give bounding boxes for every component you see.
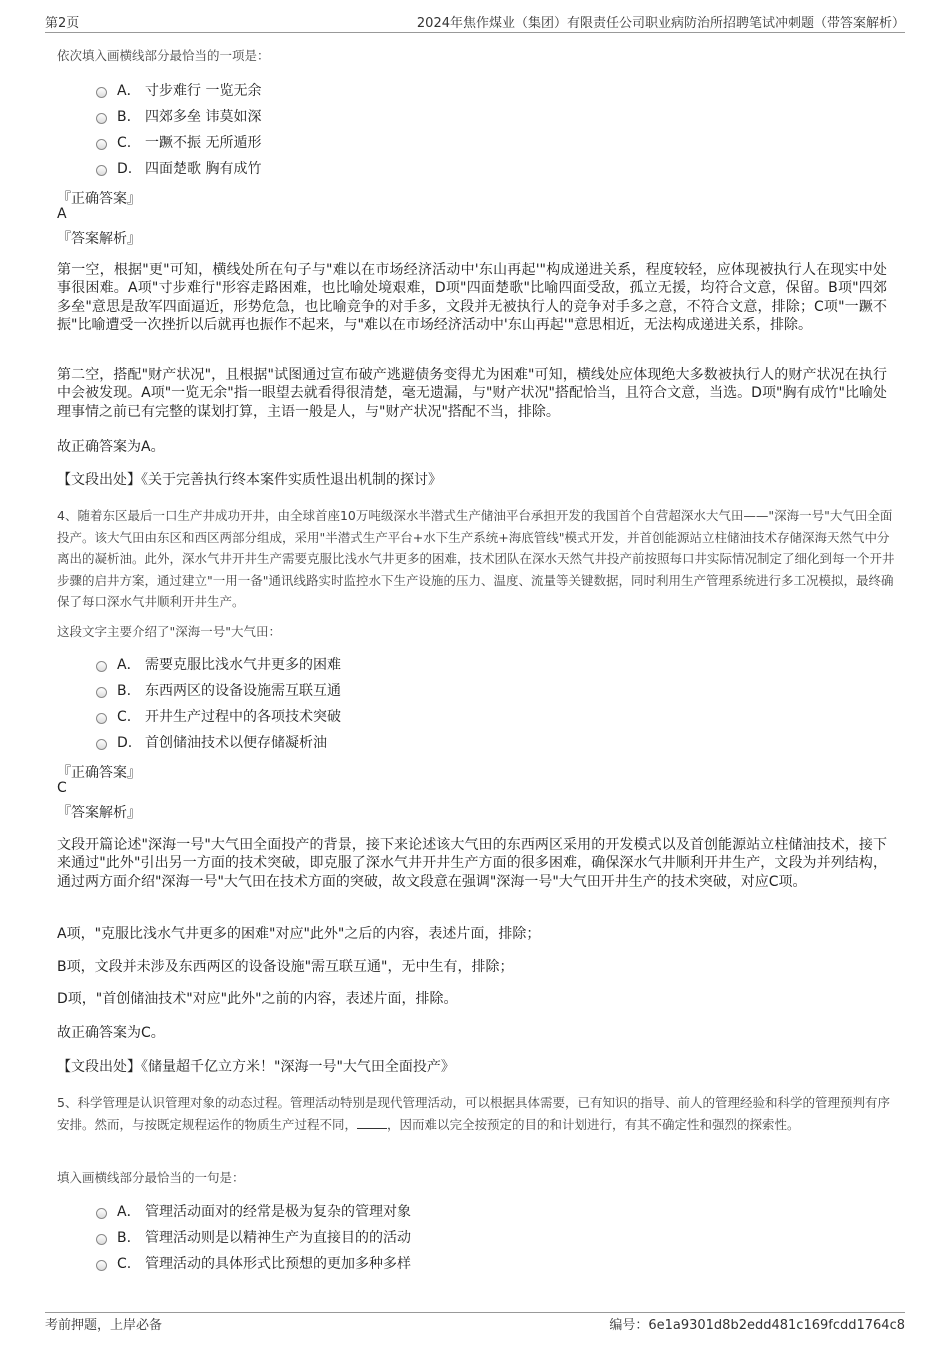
option-a[interactable]: [96, 655, 341, 675]
option-letter: C.: [117, 135, 132, 151]
answer-value: A: [57, 206, 67, 222]
q5-text-after: ，因而难以完全按预定的目的和计划进行，有其不确定性和强烈的探索性。: [387, 1116, 800, 1132]
option-letter: D.: [117, 161, 133, 177]
document-code: [609, 1314, 905, 1333]
q5-prompt: 填入画横线部分最恰当的一句是：: [57, 1170, 245, 1185]
option-c[interactable]: [96, 707, 341, 727]
q5-text-before: 5、科学管理是认识管理对象的动态过程。管理活动特别是现代管理活动，可以根据具体需要，已有知识的指导、前人的管理经验和科学的管理预判有序安排。然而，与按既定规程运作的物质生产过程不同，: [57, 1095, 890, 1132]
option-letter: A．: [117, 83, 141, 99]
answer-value: C: [57, 780, 67, 796]
option-text: 首创储油技术以便存储凝析油: [145, 735, 327, 751]
option-text: 管理活动的具体形式比预想的更加多种多样: [145, 1256, 411, 1272]
analysis-paragraph: A项，"克服比浅水气井更多的困难"对应"此外"之后的内容，表述片面，排除；: [57, 926, 541, 942]
option-text: 开井生产过程中的各项技术突破: [145, 709, 341, 725]
q4-prompt: 这段文字主要介绍了"深海一号"大气田：: [57, 624, 281, 639]
option-text: 管理活动则是以精神生产为直接目的的活动: [145, 1230, 411, 1246]
source-citation: 【文段出处】《储量超千亿立方米！"深海一号"大气田全面投产》: [57, 1059, 455, 1075]
radio-icon[interactable]: [96, 113, 107, 124]
radio-icon[interactable]: [96, 687, 107, 698]
page-number: 第2页: [45, 16, 80, 31]
option-c[interactable]: [96, 1254, 411, 1274]
option-text: 需要克服比浅水气井更多的困难: [145, 657, 341, 673]
analysis-label: 『答案解析』: [57, 805, 141, 821]
option-text: 寸步难行 一览无余: [145, 83, 262, 99]
analysis-label: 『答案解析』: [57, 231, 141, 247]
option-letter: A．: [117, 657, 141, 673]
q3-prompt: 依次填入画横线部分最恰当的一项是：: [57, 48, 270, 63]
radio-icon[interactable]: [96, 1234, 107, 1245]
blank-line: [357, 1128, 387, 1129]
source-citation: 【文段出处】《关于完善执行终本案件实质性退出机制的探讨》: [57, 472, 442, 488]
option-letter: B.: [117, 683, 132, 699]
answer-label: 『正确答案』: [57, 765, 141, 781]
q5-text: [57, 1092, 897, 1135]
option-letter: C.: [117, 709, 132, 725]
analysis-paragraph: 第一空，根据"更"可知，横线处所在句子与"难以在市场经济活动中'东山再起'"构成递进关系，程度较轻，应体现被执行人在现实中处事很困难。A项"寸步难行"形容走路困难，也比喻处境艰难，D项"四面楚歌"比喻四面受敌，孤立无援，均符合文意，保留。B项"四郊多垒"意思是敌军四面逼近，形势危急，也比喻竞争的对手多，文段并无被执行人的竞争对手多之意，不符合文意，排除；C项"一蹶不振"比喻遭受一次挫折以后就再也振作不起来，与"难以在市场经济活动中'东山再起'"意思相近，无法构成递进关系，排除。: [57, 262, 887, 333]
analysis-conclusion: 故正确答案为A。: [57, 439, 165, 455]
analysis-paragraph: 文段开篇论述"深海一号"大气田全面投产的背景，接下来论述该大气田的东西两区采用的开发模式以及首创能源站立柱储油技术，接下来通过"此外"引出另一方面的技术突破，即克服了深水气井开井生产方面的很多困难，确保深水气井顺利开井生产，文段为并列结构，通过两方面介绍"深海一号"大气田在技术方面的突破，故文段意在强调"深海一号"大气田开井生产的技术突破，对应C项。: [57, 837, 887, 890]
analysis-conclusion: 故正确答案为C。: [57, 1025, 165, 1041]
document-title: 2024年焦作煤业（集团）有限责任公司职业病防治所招聘笔试冲刺题（带答案解析）: [416, 16, 905, 31]
analysis-paragraph: B项，文段并未涉及东西两区的设备设施"需互联互通"，无中生有，排除；: [57, 959, 514, 975]
radio-icon[interactable]: [96, 139, 107, 150]
option-d[interactable]: [96, 733, 327, 753]
radio-icon[interactable]: [96, 87, 107, 98]
option-b[interactable]: [96, 107, 261, 127]
option-b[interactable]: [96, 1228, 411, 1248]
option-text: 四面楚歌 胸有成竹: [145, 161, 262, 177]
radio-icon[interactable]: [96, 1208, 107, 1219]
radio-icon[interactable]: [96, 661, 107, 672]
analysis-paragraph: D项，"首创储油技术"对应"此外"之前的内容，表述片面，排除。: [57, 991, 458, 1007]
option-text: 东西两区的设备设施需互联互通: [145, 683, 341, 699]
option-letter: B.: [117, 1230, 132, 1246]
option-text: 四郊多垒 讳莫如深: [145, 109, 262, 125]
option-c[interactable]: [96, 133, 261, 153]
radio-icon[interactable]: [96, 739, 107, 750]
q4-text: 4、随着东区最后一口生产井成功开井，由全球首座10万吨级深水半潜式生产储油平台承担开发的我国首个自营超深水大气田——"深海一号"大气田全面投产。该大气田由东区和西区两部分组成，采用"半潜式生产平台+水下生产系统+海底管线"模式开发，并首创能源站立柱储油技术存储深海天然气中分离出的凝析油。此外，深水气井开井生产需要克服比浅水气井更多的困难，技术团队在深水天然气井投产前按照每口井实际情况制定了细化到每一个开井步骤的启井方案，通过建立"一用一备"通讯线路实时监控水下生产设施的压力、温度、流量等关键数据，同时利用生产管理系统进行多工况模拟，最终确保了每口深水气井顺利开井生产。: [57, 508, 895, 610]
option-a[interactable]: [96, 81, 261, 101]
header-divider: [45, 32, 905, 33]
option-d[interactable]: [96, 159, 261, 179]
option-a[interactable]: [96, 1202, 411, 1222]
code-label: 编号：: [609, 1318, 649, 1333]
option-letter: B.: [117, 109, 132, 125]
analysis-paragraph: 第二空，搭配"财产状况"，且根据"试图通过宣布破产逃避债务变得尤为困难"可知，横线处应体现绝大多数被执行人的财产状况在执行中会被发现。A项"一览无余"指一眼望去就看得很清楚，毫无遗漏，与"财产状况"搭配恰当，且符合文意，当选。D项"胸有成竹"比喻处理事情之前已有完整的谋划打算，主语一般是人，与"财产状况"搭配不当，排除。: [57, 367, 887, 420]
option-b[interactable]: [96, 681, 341, 701]
footer-slogan: 考前押题，上岸必备: [45, 1318, 163, 1333]
code-value: 6e1a9301d8b2edd481c169fcdd1764c8: [648, 1318, 905, 1333]
footer-divider: [45, 1312, 905, 1313]
radio-icon[interactable]: [96, 1260, 107, 1271]
radio-icon[interactable]: [96, 165, 107, 176]
option-text: 管理活动面对的经常是极为复杂的管理对象: [145, 1204, 411, 1220]
answer-label: 『正确答案』: [57, 191, 141, 207]
option-text: 一蹶不振 无所遁形: [145, 135, 262, 151]
option-letter: A．: [117, 1204, 141, 1220]
radio-icon[interactable]: [96, 713, 107, 724]
option-letter: C.: [117, 1256, 132, 1272]
option-letter: D.: [117, 735, 133, 751]
